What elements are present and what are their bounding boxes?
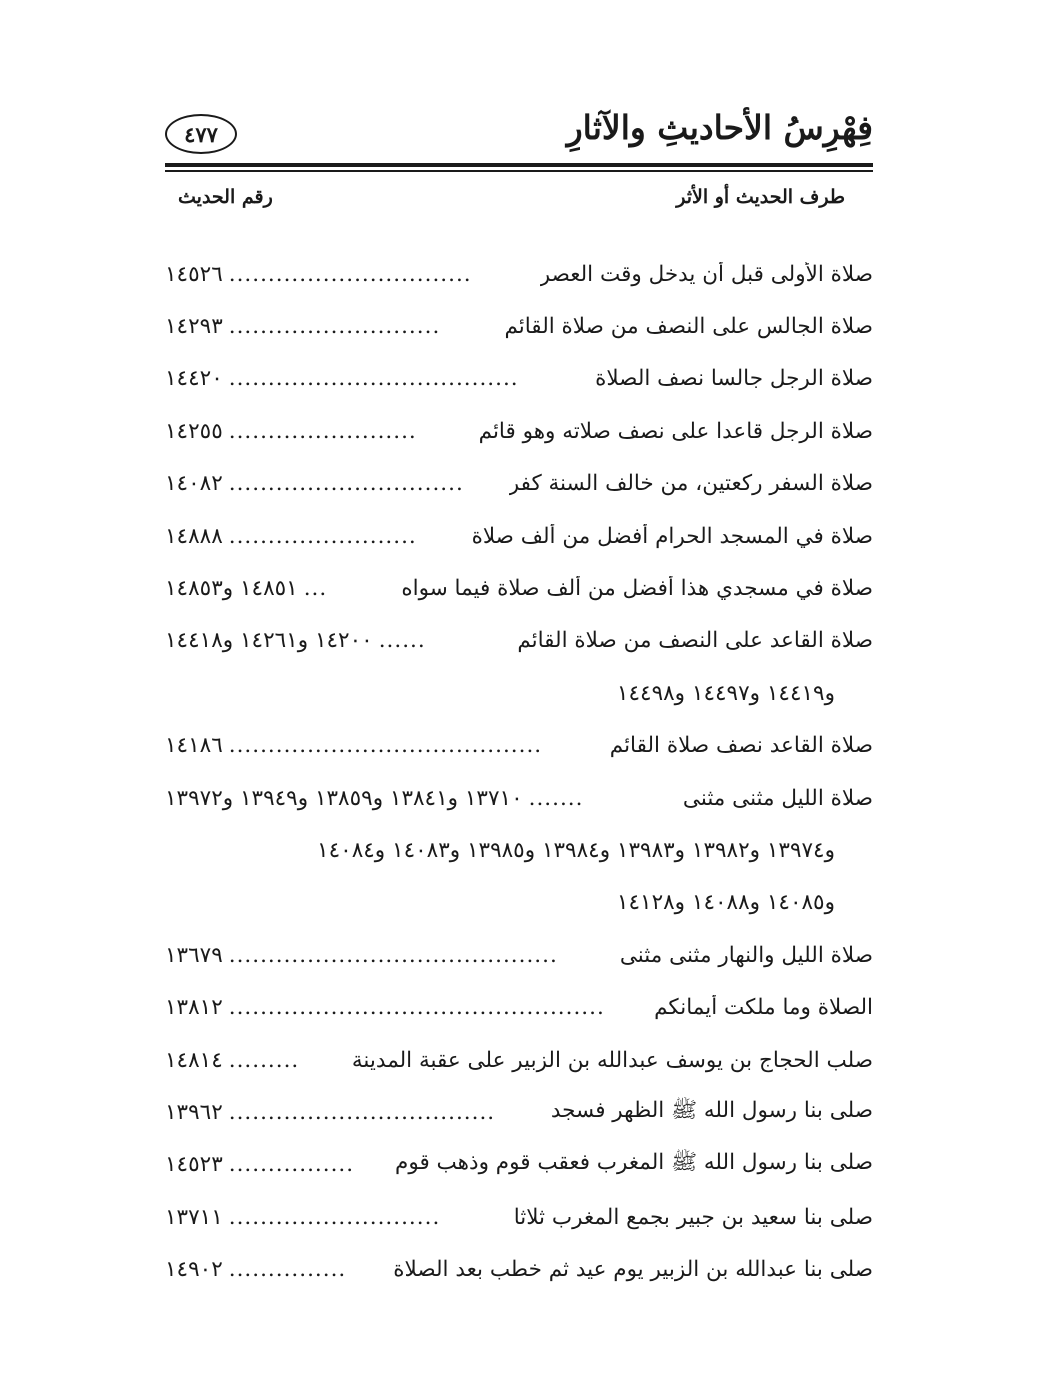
entry-numbers: ١٣٦٧٩ [165, 942, 223, 968]
entry-numbers: ١٤١٨٦ [165, 733, 223, 759]
entry-numbers: ١٣٧١٠ و١٣٨٤١ و١٣٨٥٩ و١٣٩٤٩ و١٣٩٧٢ [165, 785, 523, 811]
entry-text: صلاة الليل والنهار مثنى مثنى [619, 942, 873, 968]
leader-dots: ....... [528, 785, 584, 811]
leader-dots: ........................... [228, 1204, 441, 1230]
leader-dots: ........................ [228, 418, 417, 444]
page-number: ٤٧٧ [184, 121, 218, 147]
index-entry [165, 562, 873, 614]
index-entry-continuation [165, 667, 873, 719]
column-heading-hadith-number: رقم الحديث [178, 186, 273, 208]
entry-numbers: ١٣٨١٢ [165, 995, 223, 1021]
index-entry [165, 615, 873, 667]
entry-text: صلاة الجالس على النصف من صلاة القائم [504, 314, 873, 340]
entry-numbers: ١٤٥٢٣ [165, 1152, 223, 1178]
index-entry [165, 1243, 873, 1295]
index-entry [165, 300, 873, 352]
leader-dots: .............................. [228, 471, 464, 497]
entry-numbers: ١٤٢٥٥ [165, 418, 223, 444]
leader-dots: ... [303, 576, 328, 602]
index-entry [165, 981, 873, 1033]
entry-numbers: ١٤٨٨٨ [165, 523, 223, 549]
entry-text: صلى بنا رسول الله ﷺ الظهر فسجد [550, 1097, 873, 1123]
header-rule-thin [165, 170, 873, 172]
running-title: فِهْرِسُ الأحاديثِ والآثارِ [566, 108, 873, 147]
leader-dots: ........................................ [228, 733, 543, 759]
index-entries [165, 248, 873, 1296]
leader-dots: ................................................ [228, 995, 605, 1021]
entry-text: صلى بنا سعيد بن جبير بجمع المغرب ثلاثا [513, 1204, 873, 1230]
entry-text: صلب الحجاج بن يوسف عبدالله بن الزبير على عقبة المدينة [351, 1047, 873, 1073]
leader-dots: ...... [378, 628, 426, 654]
entry-text: صلاة الرجل قاعدا على نصف صلاته وهو قائم [478, 418, 873, 444]
leader-dots: ............................... [228, 261, 472, 287]
leader-dots: ..................................... [228, 366, 519, 392]
index-entry [165, 510, 873, 562]
entry-numbers: ١٣٩٦٢ [165, 1099, 223, 1125]
entry-text: صلاة الأولى قبل أن يدخل وقت العصر [539, 261, 873, 287]
entry-numbers: ١٤٨١٤ [165, 1047, 223, 1073]
index-entry [165, 1086, 873, 1138]
leader-dots: ........................ [228, 523, 417, 549]
entry-text: صلى بنا رسول الله ﷺ المغرب فعقب قوم وذهب قوم [395, 1150, 873, 1176]
entry-text: صلاة السفر ركعتين، من خالف السنة كفر [508, 471, 873, 497]
entry-numbers: ١٤٢٠٠ و١٤٢٦١ و١٤٤١٨ [165, 628, 373, 654]
header-rule-thick [165, 163, 873, 167]
index-entry-continuation [165, 824, 873, 876]
leader-dots: .......................................... [228, 942, 558, 968]
entry-text: صلاة الليل مثنى مثنى [682, 785, 873, 811]
entry-numbers: و١٣٩٧٤ و١٣٩٨٢ و١٣٩٨٣ و١٣٩٨٤ و١٣٩٨٥ و١٤٠٨٣ و١٤٠٨٤ [317, 837, 835, 863]
entry-numbers: ١٤٥٢٦ [165, 261, 223, 287]
leader-dots: ................ [228, 1152, 355, 1178]
column-heading-hadith-text: طرف الحديث أو الأثر [676, 186, 845, 208]
page-number-badge [165, 114, 237, 154]
entry-numbers: ١٤٩٠٢ [165, 1257, 223, 1283]
entry-text: الصلاة وما ملكت أيمانكم [654, 995, 873, 1021]
entry-text: صلاة القاعد على النصف من صلاة القائم [517, 628, 873, 654]
index-entry [165, 248, 873, 300]
leader-dots: ........................... [228, 314, 441, 340]
index-entry [165, 1139, 873, 1191]
entry-text: صلاة القاعد نصف صلاة القائم [609, 733, 873, 759]
index-entry [165, 929, 873, 981]
index-entry-continuation [165, 877, 873, 929]
entry-numbers: ١٣٧١١ [165, 1204, 223, 1230]
entry-numbers: و١٤٤١٩ و١٤٤٩٧ و١٤٤٩٨ [616, 680, 835, 706]
entry-text: صلاة في مسجدي هذا أفضل من ألف صلاة فيما سواه [401, 576, 873, 602]
entry-numbers: ١٤٤٢٠ [165, 366, 223, 392]
entry-text: صلاة الرجل جالسا نصف الصلاة [595, 366, 873, 392]
leader-dots: .................................. [228, 1099, 496, 1125]
entry-text: صلاة في المسجد الحرام أفضل من ألف صلاة [471, 523, 873, 549]
index-entry [165, 405, 873, 457]
leader-dots: ............... [228, 1257, 347, 1283]
index-entry [165, 720, 873, 772]
index-entry [165, 772, 873, 824]
index-entry [165, 458, 873, 510]
entry-text: صلى بنا عبدالله بن الزبير يوم عيد ثم خطب بعد الصلاة [393, 1257, 873, 1283]
entry-numbers: ١٤٨٥١ و١٤٨٥٣ [165, 576, 298, 602]
index-entry [165, 1034, 873, 1086]
entry-numbers: ١٤٠٨٢ [165, 471, 223, 497]
leader-dots: ......... [228, 1047, 300, 1073]
entry-numbers: و١٤٠٨٥ و١٤٠٨٨ و١٤١٢٨ [616, 890, 835, 916]
entry-numbers: ١٤٢٩٣ [165, 314, 223, 340]
index-entry [165, 353, 873, 405]
index-entry [165, 1191, 873, 1243]
